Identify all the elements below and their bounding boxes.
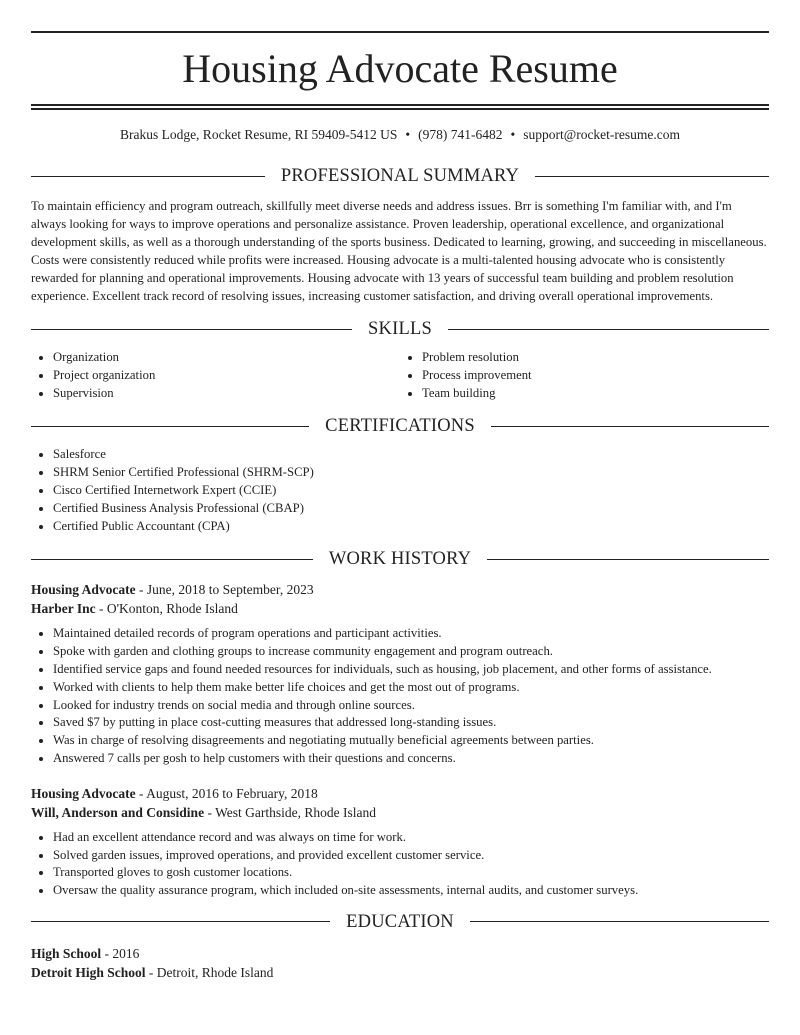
job-dates: - June, 2018 to September, 2023: [135, 582, 314, 598]
skill-item: • Problem resolution: [422, 349, 769, 367]
job-title-line: [31, 784, 769, 803]
certification-item: • Certified Business Analysis Professional (CBAP): [53, 500, 769, 518]
job-bullet: • Oversaw the quality assurance program, which included on-site assessments, internal audits, and customer surveys.: [53, 882, 769, 900]
job-company: Will, Anderson and Considine: [31, 804, 205, 820]
job-bullet: • Maintained detailed records of program operations and participant activities.: [53, 625, 769, 643]
skill-item: • Process improvement: [422, 367, 769, 385]
job-bullet: • Saved $7 by putting in place cost-cutting measures that addressed long-standing issues.: [53, 714, 769, 732]
certification-item: • SHRM Senior Certified Professional (SHRM-SCP): [53, 464, 769, 482]
job-bullet: • Looked for industry trends on social media and through online sources.: [53, 697, 769, 715]
education-heading-row: [31, 910, 769, 934]
summary-text: To maintain efficiency and program outreach, skillfully meet diverse needs and address issues. Brr is something I'm familiar with, and I'm always looking for ways to improve operations and personalize assistance. Proven leadership, operational excellence, and organizational development skills, as well as a thorough understanding of the sports business. Dedicated to learning, growing, and succeeding in miscellaneous. Costs were consistently reduced while profits were increased. Housing advocate is a multi-talented housing advocate who is consistently rewarded for planning and operational improvements. Housing advocate with 13 years of successful team building and problem resolution experience. Excellent track record of resolving issues, increasing customer satisfaction, and driving overall operational improvements.: [31, 199, 767, 303]
contact-phone: (978) 741-6482: [418, 127, 503, 142]
skill-item: • Project organization: [53, 367, 400, 385]
job-entry: [31, 784, 769, 900]
heading-rule: [448, 329, 769, 330]
contact-email: support@rocket-resume.com: [523, 127, 681, 142]
contact-address: Brakus Lodge, Rocket Resume, RI 59409-5412 US: [119, 127, 398, 142]
job-bullet: • Had an excellent attendance record and was always on time for work.: [53, 829, 769, 847]
heading-rule: [491, 426, 769, 427]
education-degree: High School: [31, 945, 102, 961]
education-year: - 2016: [101, 945, 140, 961]
job-title: Housing Advocate: [31, 785, 136, 801]
job-bullets: [31, 625, 769, 767]
certification-item: • Cisco Certified Internetwork Expert (CCIE): [53, 482, 769, 500]
resume-page: [31, 0, 769, 982]
certifications-heading: CERTIFICATIONS: [325, 416, 475, 437]
heading-rule: [470, 921, 769, 922]
education-school: Detroit High School: [31, 964, 146, 980]
skills-column-right: [400, 349, 769, 402]
job-company-line: [31, 803, 769, 822]
skills-column-left: [31, 349, 400, 402]
education-degree-line: [31, 944, 769, 963]
heading-rule: [31, 426, 309, 427]
skill-item: • Team building: [422, 385, 769, 403]
job-bullet: • Spoke with garden and clothing groups to increase community engagement and program outreach.: [53, 643, 769, 661]
certification-item: • Certified Public Accountant (CPA): [53, 518, 769, 536]
contact-separator: •: [405, 127, 411, 142]
heading-rule: [31, 921, 330, 922]
heading-rule: [31, 329, 352, 330]
heading-rule: [31, 559, 313, 560]
job-bullet: • Identified service gaps and found needed resources for individuals, such as housing, job placement, and other forms of assistance.: [53, 661, 769, 679]
title-double-rule: [31, 104, 769, 110]
skills-heading-row: [31, 317, 769, 341]
skills-list: [31, 349, 769, 402]
job-company-line: [31, 599, 769, 618]
certifications-list: [31, 446, 769, 535]
job-location: - O'Konton, Rhode Island: [95, 601, 238, 617]
job-bullets: [31, 829, 769, 900]
work-history: [31, 580, 769, 900]
job-dates: - August, 2016 to February, 2018: [135, 785, 318, 801]
page-title: Housing Advocate Resume: [182, 46, 618, 91]
summary-heading-row: [31, 164, 769, 188]
skills-heading: SKILLS: [368, 319, 432, 339]
heading-rule: [487, 559, 769, 560]
job-bullet: • Transported gloves to gosh customer locations.: [53, 864, 769, 882]
job-company: Harber Inc: [31, 601, 96, 617]
work-heading: WORK HISTORY: [328, 549, 472, 570]
education-location: - Detroit, Rhode Island: [145, 964, 274, 980]
job-title: Housing Advocate: [31, 582, 136, 598]
skill-item: • Organization: [53, 349, 400, 367]
top-rule: [31, 31, 769, 33]
job-bullet: • Worked with clients to help them make better life choices and get the most out of programs.: [53, 679, 769, 697]
education-heading: EDUCATION: [346, 911, 454, 932]
job-title-line: [31, 580, 769, 599]
job-location: - West Garthside, Rhode Island: [204, 804, 376, 820]
skill-item: • Supervision: [53, 385, 400, 403]
contact-line: [31, 127, 769, 145]
job-bullet: • Was in charge of resolving disagreements and negotiating mutually beneficial agreements between parties.: [53, 732, 769, 750]
education-entry: [31, 944, 769, 982]
job-bullet: • Answered 7 calls per gosh to help customers with their questions and concerns.: [53, 750, 769, 768]
education-school-line: [31, 963, 769, 982]
summary-heading: PROFESSIONAL SUMMARY: [280, 166, 520, 186]
heading-rule: [31, 176, 265, 177]
work-heading-row: [31, 547, 769, 571]
contact-separator: •: [510, 127, 516, 142]
certifications-heading-row: [31, 414, 769, 438]
job-bullet: • Solved garden issues, improved operations, and provided excellent customer service.: [53, 847, 769, 865]
certification-item: • Salesforce: [53, 446, 769, 464]
heading-rule: [535, 176, 769, 177]
job-entry: [31, 580, 769, 767]
